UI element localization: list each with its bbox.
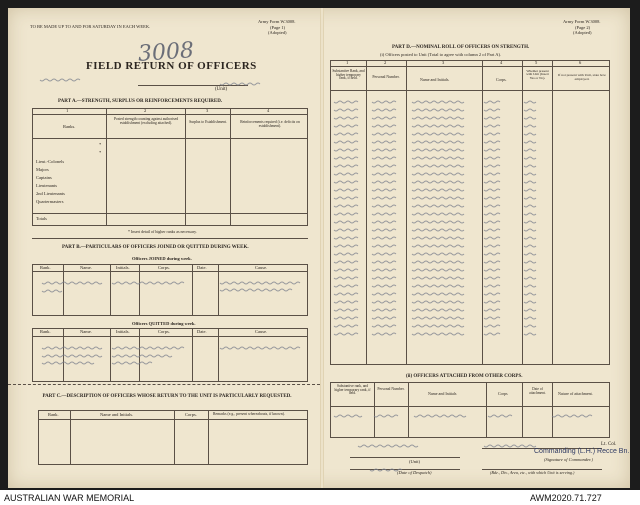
handwriting-stroke <box>484 269 500 271</box>
handwriting-stroke <box>412 141 464 143</box>
handwriting-stroke <box>484 237 500 239</box>
handwriting-stroke <box>484 285 500 287</box>
handwriting-stroke <box>484 117 500 119</box>
handwriting-stroke <box>524 317 536 319</box>
handwriting-stroke <box>412 221 464 223</box>
handwriting-stroke <box>524 101 536 103</box>
handwriting-stroke <box>334 237 358 239</box>
handwriting-stroke <box>372 157 396 159</box>
handwriting-stroke <box>488 415 512 417</box>
handwriting-stroke <box>412 229 464 231</box>
handwriting-stroke <box>524 261 536 263</box>
handwriting-stroke <box>524 189 536 191</box>
form-sheet: TO BE MADE UP TO AND FOR SATURDAY IN EACH WEEK. Army Form W.3008. (Page 1) (Adopted) 3008 FIELD RETURN OF OFFICERS (Unit) PART A.—STRENGTH, SURPLUS OR REINFORCEMENTS REQUIRED. 1 2 3 4 Ranks. Posted strength counting against authorised establishment (excluding attached). Surplus to Establishment. Reinforcements required (i.e. deficits on establishment). * * Lieut.-Colonels Majors Captains Lieutenants 2nd Lieutenants Quartermasters Totals * Insert detail of higher ranks as necessary. PART B.—PARTICULARS OF OFFICERS JOINED OR QUITTED DURING WEEK. Officers JOINED during week. Rank. Name. Initials. Corps. Date. Cause. Officers QUITTED during week. Rank. Name. Initials. Corps. Date. Cause. PART C.—DESCRIPTION OF OFFICERS WHOSE RETURN TO THE UNIT IS PARTICULARLY REQUESTED. Rank. Name and Initials. Corps. Remarks (e.g., present whereabouts, if known). Army Form W.3008. (Page 2) (Adopted) PART D.—NOMINAL ROLL OF OFFICERS ON STRENGTH. (i) Officers posted to Unit (Total to agree with column 2 of Part A). 1 2 3 4 5 6 Substantive Rank, and higher temporary rank, if held. Personal Number. Name and Initials. Corps. Whether present with Unit (Insert Yes or No). If not present with Unit, state how employed. (ii) OFFICERS ATTACHED FROM OTHER CORPS. Substantive rank, and higher temporary rank, if held. Personal Number. Name and Initials Corps Date of attachment. Nature of attachment. Lt. Col. Commanding (L.H.) Recce Bn. (Signature of Commander.) (Unit) (Date of Despatch) (Bde., Div., Area, etc., with which Unit is serving.) <box>8 8 630 488</box>
page-left: (Page 1) <box>270 25 286 30</box>
handwriting-stroke <box>370 469 402 471</box>
handwriting-stroke <box>220 282 300 284</box>
commanding-stamp: Commanding (L.H.) Recce Bn. <box>534 448 630 455</box>
signature-rank: Lt. Col. <box>601 442 617 447</box>
handwriting-stroke <box>334 205 358 207</box>
footer-left: AUSTRALIAN WAR MEMORIAL <box>4 493 135 503</box>
handwriting-stroke <box>334 181 358 183</box>
handwriting-stroke <box>334 317 358 319</box>
handwriting-stroke <box>334 157 358 159</box>
handwriting-stroke <box>372 285 396 287</box>
handwriting-stroke <box>412 165 464 167</box>
handwriting-stroke <box>484 189 500 191</box>
handwriting-stroke <box>524 165 536 167</box>
handwriting-stroke <box>412 293 464 295</box>
handwriting-stroke <box>412 149 464 151</box>
handwriting-stroke <box>524 269 536 271</box>
part-b-heading: PART B.—PARTICULARS OF OFFICERS JOINED OR QUITTED DURING WEEK. <box>62 245 249 250</box>
handwriting-stroke <box>412 277 464 279</box>
handwriting-stroke <box>484 101 500 103</box>
handwriting-stroke <box>524 221 536 223</box>
handwriting-stroke <box>40 79 80 81</box>
handwriting-stroke <box>412 133 464 135</box>
handwriting-stroke <box>484 261 500 263</box>
handwriting-stroke <box>484 325 500 327</box>
part-d-heading: PART D.—NOMINAL ROLL OF OFFICERS ON STRENGTH. <box>392 45 530 50</box>
col-ranks: Ranks. <box>63 124 76 129</box>
handwriting-stroke <box>484 277 500 279</box>
handwriting-stroke <box>412 189 464 191</box>
handwriting-stroke <box>524 173 536 175</box>
handwriting-stroke <box>484 245 500 247</box>
part-a-footnote: * Insert detail of higher ranks as necessary. <box>128 229 197 234</box>
handwriting-stroke <box>484 133 500 135</box>
handwriting-stroke <box>372 325 396 327</box>
adopted-right: (Adopted) <box>573 30 592 35</box>
handwriting-stroke <box>484 181 500 183</box>
handwriting-stroke <box>524 141 536 143</box>
handwriting-stroke <box>334 301 358 303</box>
handwriting-stroke <box>372 117 396 119</box>
rank-quartermasters: Quartermasters <box>36 199 64 204</box>
handwriting-stroke <box>334 261 358 263</box>
footer-bar <box>0 490 640 505</box>
handwriting-stroke <box>552 415 592 417</box>
handwriting-stroke <box>372 109 396 111</box>
handwriting-stroke <box>42 355 102 357</box>
handwriting-stroke <box>484 149 500 151</box>
handwriting-stroke <box>412 269 464 271</box>
handwriting-stroke <box>484 141 500 143</box>
address-caption: (Bde., Div., Area, etc., with which Unit is serving.) <box>490 470 575 475</box>
handwriting-stroke <box>412 173 464 175</box>
col-surplus: Surplus to Establishment. <box>189 120 227 124</box>
handwriting-stroke <box>372 165 396 167</box>
handwriting-stroke <box>484 301 500 303</box>
handwriting-stroke <box>334 109 358 111</box>
handwriting-stroke <box>412 325 464 327</box>
handwriting-stroke <box>412 245 464 247</box>
handwriting-stroke <box>524 277 536 279</box>
handwriting-stroke <box>524 157 536 159</box>
handwriting-stroke <box>334 197 358 199</box>
handwriting-stroke <box>372 229 396 231</box>
handwriting-stroke <box>358 445 418 447</box>
handwriting-stroke <box>372 213 396 215</box>
rank-captains: Captains <box>36 175 52 180</box>
handwriting-stroke <box>412 117 464 119</box>
handwriting-stroke <box>220 347 300 349</box>
handwriting-stroke <box>372 261 396 263</box>
handwriting-stroke <box>484 197 500 199</box>
handwriting-stroke <box>372 293 396 295</box>
handwriting-stroke <box>112 362 152 364</box>
handwriting-stroke <box>484 317 500 319</box>
handwriting-stroke <box>220 83 260 85</box>
handwriting-stroke <box>412 109 464 111</box>
handwriting-stroke <box>372 101 396 103</box>
part-d-sub-ii: (ii) OFFICERS ATTACHED FROM OTHER CORPS. <box>406 374 523 379</box>
handwriting-stroke <box>412 309 464 311</box>
handwriting-stroke <box>42 347 102 349</box>
handwriting-stroke <box>524 117 536 119</box>
handwriting-stroke <box>484 165 500 167</box>
army-form-right: Army Form W.3008. <box>563 19 601 24</box>
handwriting-stroke <box>524 133 536 135</box>
handwritten-number: 3008 <box>137 38 195 67</box>
col-posted: Posted strength counting against authorised establishment (excluding attached). <box>113 117 179 125</box>
handwriting-stroke <box>372 189 396 191</box>
handwriting-stroke <box>412 205 464 207</box>
handwriting-stroke <box>484 445 536 447</box>
unit-label: (Unit) <box>215 87 228 92</box>
top-instruction: TO BE MADE UP TO AND FOR SATURDAY IN EACH WEEK. <box>30 24 151 29</box>
handwriting-stroke <box>334 415 362 417</box>
handwriting-stroke <box>334 309 358 311</box>
handwriting-stroke <box>412 261 464 263</box>
handwriting-stroke <box>334 117 358 119</box>
handwriting-stroke <box>372 221 396 223</box>
handwriting-stroke <box>524 301 536 303</box>
handwriting-stroke <box>524 253 536 255</box>
handwriting-stroke <box>412 197 464 199</box>
handwriting-stroke <box>524 149 536 151</box>
handwriting-stroke <box>412 125 464 127</box>
handwriting-stroke <box>372 245 396 247</box>
handwriting-stroke <box>412 101 464 103</box>
handwriting-stroke <box>524 205 536 207</box>
handwriting-stroke <box>524 109 536 111</box>
handwriting-stroke <box>524 125 536 127</box>
handwriting-stroke <box>412 253 464 255</box>
handwriting-stroke <box>524 325 536 327</box>
handwriting-stroke <box>42 362 94 364</box>
handwriting-stroke <box>112 282 184 284</box>
handwriting-stroke <box>112 347 184 349</box>
handwriting-stroke <box>334 213 358 215</box>
handwriting-stroke <box>412 181 464 183</box>
handwriting-stroke <box>334 141 358 143</box>
handwriting-stroke <box>334 333 358 335</box>
handwriting-stroke <box>42 290 62 292</box>
part-d-sub-i: (i) Officers posted to Unit (Total to agree with column 2 of Part A). <box>380 52 502 57</box>
handwriting-stroke <box>412 317 464 319</box>
handwriting-stroke <box>484 205 500 207</box>
handwriting-stroke <box>484 157 500 159</box>
handwriting-stroke <box>484 333 500 335</box>
handwriting-stroke <box>220 289 292 291</box>
rank-2nd-lieutenants: 2nd Lieutenants <box>36 191 65 196</box>
adopted-left: (Adopted) <box>268 30 287 35</box>
handwriting-stroke <box>372 253 396 255</box>
handwriting-stroke <box>334 189 358 191</box>
handwriting-stroke <box>334 165 358 167</box>
handwriting-stroke <box>372 197 396 199</box>
col-reinforcements: Reinforcements required (i.e. deficits on establishment). <box>240 120 300 128</box>
handwriting-stroke <box>484 229 500 231</box>
handwriting-stroke <box>412 285 464 287</box>
handwriting-stroke <box>334 277 358 279</box>
handwriting-stroke <box>484 109 500 111</box>
handwriting-stroke <box>372 333 396 335</box>
handwriting-stroke <box>112 355 172 357</box>
handwriting-stroke <box>372 133 396 135</box>
handwriting-stroke <box>334 229 358 231</box>
handwriting-stroke <box>524 285 536 287</box>
footer-right: AWM2020.71.727 <box>530 493 602 503</box>
date-caption: (Date of Despatch) <box>397 470 432 475</box>
rank-lt-col: Lieut.-Colonels <box>36 159 65 164</box>
handwriting-stroke <box>372 237 396 239</box>
handwriting-stroke <box>42 282 102 284</box>
handwriting-stroke <box>412 301 464 303</box>
handwriting-stroke <box>372 309 396 311</box>
handwriting-stroke <box>334 253 358 255</box>
handwriting-stroke <box>334 173 358 175</box>
handwriting-stroke <box>484 309 500 311</box>
handwriting-stroke <box>372 317 396 319</box>
handwriting-stroke <box>334 133 358 135</box>
handwriting-stroke <box>372 125 396 127</box>
page-right: (Page 2) <box>575 25 591 30</box>
part-c-heading: PART C.—DESCRIPTION OF OFFICERS WHOSE RETURN TO THE UNIT IS PARTICULARLY REQUESTED. <box>42 394 292 399</box>
handwriting-stroke <box>372 205 396 207</box>
handwriting-stroke <box>524 181 536 183</box>
handwriting-stroke <box>372 149 396 151</box>
handwriting-stroke <box>524 213 536 215</box>
handwriting-stroke <box>372 277 396 279</box>
handwriting-stroke <box>412 333 464 335</box>
handwriting-stroke <box>524 197 536 199</box>
handwriting-stroke <box>334 245 358 247</box>
handwriting-stroke <box>484 213 500 215</box>
handwriting-stroke <box>484 173 500 175</box>
joined-heading: Officers JOINED during week. <box>132 256 192 261</box>
handwriting-stroke <box>524 229 536 231</box>
handwriting-stroke <box>334 269 358 271</box>
handwriting-stroke <box>374 415 398 417</box>
handwriting-stroke <box>412 157 464 159</box>
handwriting-stroke <box>372 173 396 175</box>
handwriting-stroke <box>524 237 536 239</box>
army-form-left: Army Form W.3008. <box>258 19 296 24</box>
part-a-heading: PART A.—STRENGTH, SURPLUS OR REINFORCEMENTS REQUIRED. <box>58 99 223 104</box>
form-title: FIELD RETURN OF OFFICERS <box>86 60 257 72</box>
quitted-heading: Officers QUITTED during week. <box>132 321 196 326</box>
handwriting-stroke <box>372 181 396 183</box>
handwriting-stroke <box>334 149 358 151</box>
handwriting-stroke <box>334 293 358 295</box>
rank-majors: Majors <box>36 167 49 172</box>
handwriting-stroke <box>334 221 358 223</box>
handwriting-stroke <box>334 101 358 103</box>
handwriting-stroke <box>524 309 536 311</box>
totals-label: Totals <box>36 216 47 221</box>
handwriting-stroke <box>484 221 500 223</box>
handwriting-stroke <box>334 285 358 287</box>
handwriting-stroke <box>372 301 396 303</box>
handwriting-stroke <box>412 237 464 239</box>
handwriting-stroke <box>372 269 396 271</box>
rank-lieutenants: Lieutenants <box>36 183 57 188</box>
handwriting-stroke <box>484 253 500 255</box>
handwriting-stroke <box>414 415 466 417</box>
handwriting-stroke <box>484 125 500 127</box>
handwriting-stroke <box>484 293 500 295</box>
unit-caption: (Unit) <box>409 459 420 464</box>
handwriting-stroke <box>524 293 536 295</box>
handwriting-stroke <box>372 141 396 143</box>
handwriting-stroke <box>334 125 358 127</box>
handwriting-stroke <box>524 245 536 247</box>
handwriting-stroke <box>334 325 358 327</box>
signature-caption: (Signature of Commander.) <box>544 457 593 462</box>
handwriting-stroke <box>524 333 536 335</box>
handwriting-stroke <box>412 213 464 215</box>
